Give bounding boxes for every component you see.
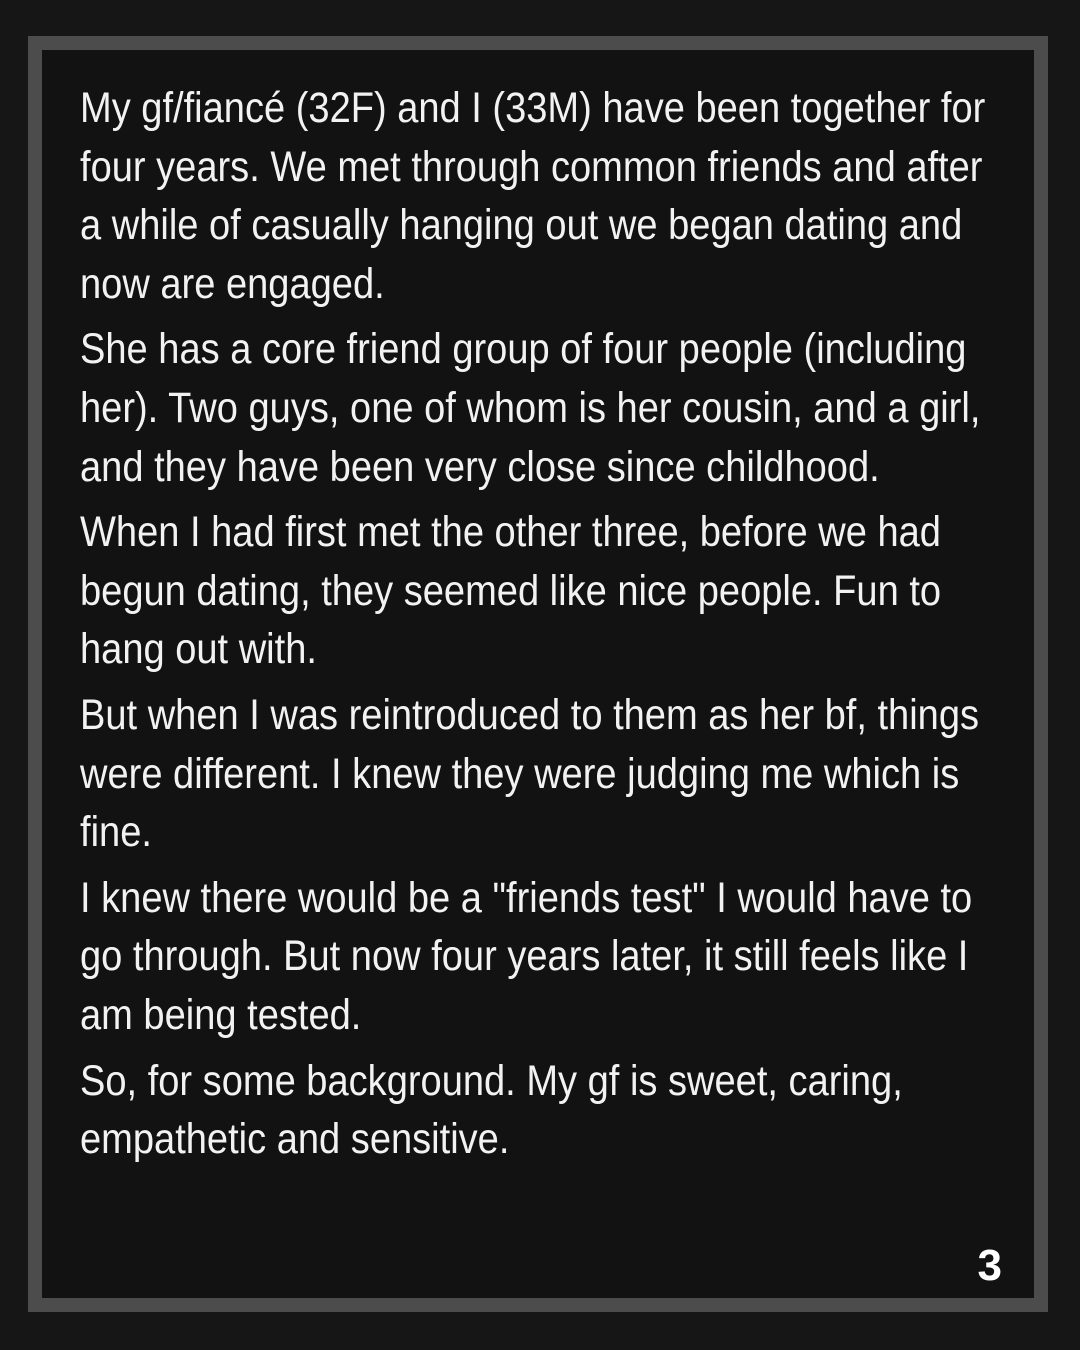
- story-paragraph: My gf/fiancé (32F) and I (33M) have been together for four years. We met through common friends and after a while of casually hanging out we began dating and now are engaged.: [80, 84, 986, 308]
- story-paragraph: So, for some background. My gf is sweet, caring, empathetic and sensitive.: [80, 1056, 903, 1164]
- story-paragraph: I knew there would be a "friends test" I would have to go through. But now four years later, it still feels like I am being tested.: [80, 873, 973, 1039]
- story-card: [28, 36, 1048, 1312]
- story-text-block: [80, 79, 996, 1176]
- story-paragraph: But when I was reintroduced to them as her bf, things were different. I knew they were judging me which is fine.: [80, 690, 980, 857]
- story-paragraph: When I had first met the other three, before we had begun dating, they seemed like nice people. Fun to hang out with.: [80, 508, 942, 674]
- page-number: 3: [977, 1241, 1002, 1290]
- story-paragraph: She has a core friend group of four people (including her). Two guys, one of whom is her cousin, and a girl, and they have been very close since childhood.: [80, 325, 981, 491]
